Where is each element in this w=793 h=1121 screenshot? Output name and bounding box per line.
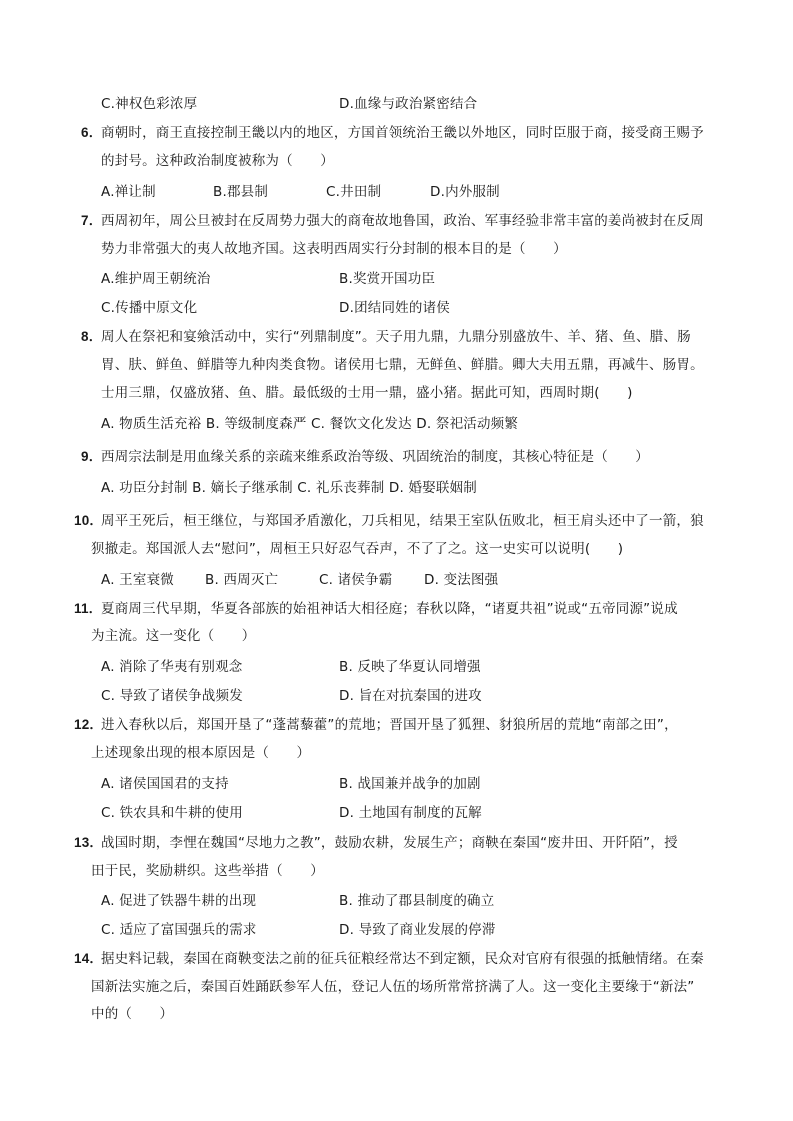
q11-text-line1: 夏商周三代早期，华夏各部族的始祖神话大相径庭；春秋以降，“诸夏共祖”说或“五帝同源”说成: [101, 601, 678, 617]
q10-number: 10．: [74, 513, 104, 528]
q9-text-line1: 西周宗法制是用血缘关系的亲疏来维系政治等级、巩固统治的制度，其核心特征是（ ）: [101, 449, 649, 465]
q6-text-line1: 商朝时，商王直接控制王畿以内的地区，方国首领统治王畿以外地区，同时臣服于商，接受商王赐予: [101, 125, 704, 141]
q12-option-c[interactable]: C. 铁农具和牛耕的使用: [101, 805, 243, 821]
q12-text-line2: 上述现象出现的根本原因是（ ）: [91, 745, 311, 761]
q11-option-c[interactable]: C. 导致了诸侯争战频发: [101, 688, 243, 704]
q11-number: 11．: [74, 601, 103, 616]
q8-options[interactable]: A. 物质生活充裕 B. 等级制度森严 C. 餐饮文化发达 D. 祭祀活动频繁: [101, 416, 519, 432]
q6-option-a[interactable]: A.禅让制: [101, 184, 156, 200]
q14-text-line2: 国新法实施之后，秦国百姓踊跃参军人伍，登记人伍的场所常常挤满了人。这一变化主要缘于“新法”: [91, 979, 695, 995]
q11-option-d[interactable]: D. 旨在对抗秦国的进攻: [339, 688, 482, 704]
q6-number: 6．: [81, 125, 103, 140]
q12-number: 12．: [74, 717, 104, 732]
q14-text-line1: 据史料记载，秦国在商鞅变法之前的征兵征粮经常达不到定额，民众对官府有很强的抵触情绪。在秦: [101, 951, 704, 967]
q9-number: 9．: [81, 449, 103, 464]
q6-option-c[interactable]: C.井田制: [326, 184, 382, 200]
q8-number: 8．: [81, 329, 103, 344]
q13-text-line1: 战国时期，李悝在魏国“尽地力之教”，鼓励农耕，发展生产；商鞅在秦国“废井田、开阡陌”，授: [101, 835, 678, 851]
q11-text-line2: 为主流。这一变化（ ）: [91, 628, 256, 644]
q13-text-line2: 田于民，奖励耕织。这些举措（ ）: [91, 863, 324, 879]
q14-number: 14．: [74, 951, 104, 966]
q7-text-line2: 势力非常强大的夷人故地齐国。这表明西周实行分封制的根本目的是（ ）: [101, 241, 567, 257]
q10-option-d[interactable]: D. 变法图强: [424, 572, 499, 588]
q13-option-d[interactable]: D. 导致了商业发展的停滞: [339, 922, 496, 938]
q14-text-line3: 中的（ ）: [91, 1006, 174, 1022]
q7-option-a[interactable]: A.维护周王朝统治: [101, 271, 211, 287]
q6-option-b[interactable]: B.郡县制: [213, 184, 269, 200]
q12-option-b[interactable]: B. 战国兼并战争的加剧: [339, 776, 481, 792]
q13-option-b[interactable]: B. 推动了郡县制度的确立: [339, 893, 495, 909]
q5-option-c[interactable]: C.神权色彩浓厚: [101, 96, 198, 112]
q9-options[interactable]: A. 功臣分封制 B. 嫡长子继承制 C. 礼乐丧葬制 D. 婚娶联姻制: [101, 480, 477, 496]
q13-option-a[interactable]: A. 促进了铁器牛耕的出现: [101, 893, 257, 909]
q7-option-d[interactable]: D.团结同姓的诸侯: [339, 300, 450, 316]
q7-option-b[interactable]: B.奖赏开国功臣: [339, 271, 436, 287]
q11-option-b[interactable]: B. 反映了华夏认同增强: [339, 659, 481, 675]
q10-option-b[interactable]: B. 西周灭亡: [205, 572, 279, 588]
q7-number: 7．: [81, 213, 103, 228]
q6-text-line2: 的封号。这种政治制度被称为（ ）: [101, 153, 334, 169]
q12-text-line1: 进入春秋以后，郑国开垦了“蓬蒿藜藿”的荒地；晋国开垦了狐狸、豺狼所居的荒地“南部之田”，: [101, 717, 678, 733]
q12-option-a[interactable]: A. 诸侯国国君的支持: [101, 776, 229, 792]
q6-option-d[interactable]: D.内外服制: [430, 184, 500, 200]
q11-option-a[interactable]: A. 消除了华夷有别观念: [101, 659, 243, 675]
q7-text-line1: 西周初年，周公旦被封在反周势力强大的商奄故地鲁国，政治、军事经验非常丰富的姜尚被封在反周: [101, 213, 704, 229]
q8-text-line1: 周人在祭祀和宴飨活动中，实行“列鼎制度”。天子用九鼎，九鼎分别盛放牛、羊、猪、鱼、腊、肠: [101, 329, 691, 345]
q13-number: 13．: [74, 835, 104, 850]
q13-option-c[interactable]: C. 适应了富国强兵的需求: [101, 922, 257, 938]
q12-option-d[interactable]: D. 土地国有制度的瓦解: [339, 805, 482, 821]
q10-text-line2: 狈撤走。郑国派人去“慰问”，周桓王只好忍气吞声，不了了之。这一史实可以说明( ): [91, 541, 624, 557]
q5-option-d[interactable]: D.血缘与政治紧密结合: [339, 96, 478, 112]
q7-option-c[interactable]: C.传播中原文化: [101, 300, 198, 316]
q10-option-a[interactable]: A. 王室衰微: [101, 572, 174, 588]
q10-option-c[interactable]: C. 诸侯争霸: [319, 572, 393, 588]
q8-text-line2: 胃、肤、鲜鱼、鲜腊等九种肉类食物。诸侯用七鼎，无鲜鱼、鲜腊。卿大夫用五鼎，再减牛、肠胃。: [101, 357, 704, 373]
q8-text-line3: 士用三鼎，仅盛放猪、鱼、腊。最低级的士用一鼎，盛小猪。据此可知，西周时期( ): [101, 385, 633, 401]
q10-text-line1: 周平王死后，桓王继位，与郑国矛盾激化，刀兵相见，结果王室队伍败北，桓王肩头还中了一箭，狼: [101, 513, 704, 529]
